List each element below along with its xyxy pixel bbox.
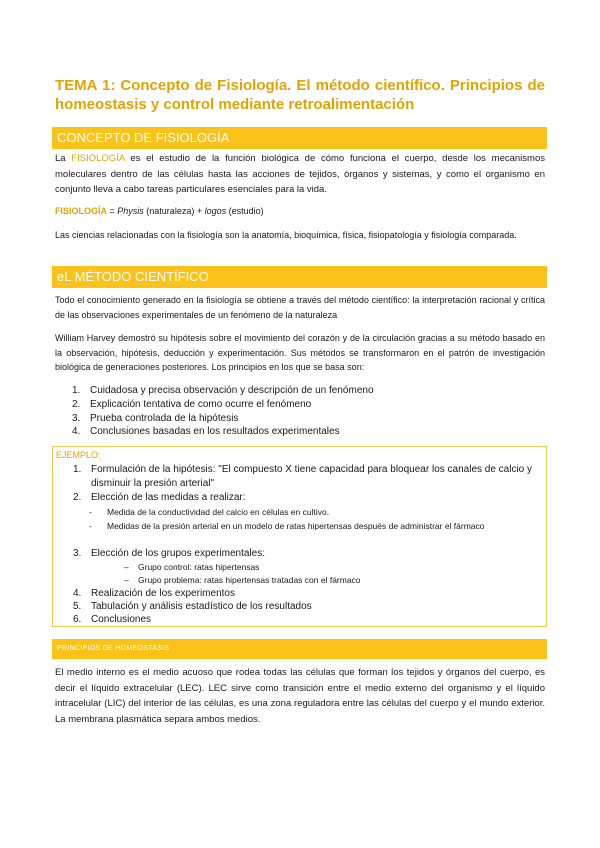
homeostasis-paragraph: El medio interno es el medio acuoso que rodea todas las células que forman los tejidos y órganos del cuerpo, es decir el líquido extracelular (LEC). LEC sirve como transición entre el medio externo del organismo y el líquido intracelular (LIC) del interior de las células, es una zona reguladora entre las células del cuerpo y el mundo exterior. La membrana plasmática separa ambos medios. [55,667,545,725]
fisiologia-term: FISIOLOGÍA [71,153,125,164]
list-item: 1. Cuidadosa y precisa observación y descripción de un fenómeno [72,385,374,396]
list-item: 4. Conclusiones basadas en los resultados experimentales [72,426,340,438]
etymology-physis: Physis [117,206,144,216]
list-item: 2. Explicación tentativa de como ocurre el fenómeno [72,398,312,410]
etymology-logos: logos [204,206,227,216]
etymology-term: FISIOLOGÍA [55,206,108,216]
section-heading-homeostasis: PRINCIPIOS DE HOMEOSTASIS [52,639,547,659]
etymology-eq: = [107,206,118,216]
example-box [52,446,547,627]
example-step-2-sub-1: - Medida de la conductividad del calcio en células en cultivo. [89,507,330,517]
concepto-pre: La [55,153,72,164]
example-step-3-sub-2: – Grupo problema: ratas hipertensas tratadas con el fármaco [124,575,361,585]
example-label: EJEMPLO: [56,450,101,460]
example-step-3-sub-1: – Grupo control: ratas hipertensas [124,562,260,572]
principles-list [72,384,542,439]
example-step-2-sub-2: - Medidas de la presión arterial en un modelo de ratas hipertensas después de administrar el fármaco [89,521,485,531]
concepto-definition: es el estudio de la función biológica de cómo funciona el cuerpo, desde los mecanismos moleculares dentro de las células hasta las acciones de tejidos, órganos y sistemas, y como el organismo en conjunto lleva a cabo tareas particulares esenciales para la vida. [55,153,545,195]
etymology-mid: (naturaleza) + [143,206,205,216]
etymology-line [55,204,545,219]
section-heading-concepto: CONCEPTO DE FISIOLOGÍA [52,127,547,149]
page-title: TEMA 1: Concepto de Fisiología. El método científico. Principios de homeostasis y control mediante retroalimentación [55,77,545,113]
related-sciences-paragraph: Las ciencias relacionadas con la fisiología son la anatomía, bioquímica, física, fisiopatología y fisiología comparada. [55,230,517,240]
example-step-3: 3. Elección de los grupos experimentales: [73,548,265,559]
example-step-5: 5. Tabulación y análisis estadístico de los resultados [73,601,312,612]
example-step-6: 6. Conclusiones [73,614,152,625]
concepto-paragraph [55,151,545,198]
section-heading-metodo: eL MÉTODO CIENTÍFICO [52,266,547,288]
example-step-1: 1. Formulación de la hipótesis: "El compuesto X tiene capacidad para bloquear los canales de calcio y disminuir la presión arterial" [73,464,533,489]
example-step-4: 4. Realización de los experimentos [73,588,235,599]
metodo-paragraph-2: William Harvey demostró su hipótesis sobre el movimiento del corazón y de la circulación gracias a su método basado en la observación, hipótesis, deducción y experimentación. Sus métodos se transformaron en el patrón de investigación biológica de generaciones posteriores. Los principios en los que se basa son: [55,333,545,372]
list-item: 3. Prueba controlada de la hipótesis [72,412,239,424]
metodo-paragraph-1: Todo el conocimiento generado en la fisiología se obtiene a través del método científico: la interpretación racional y crítica de las observaciones experimentales de un fenómeno de la naturaleza [55,295,545,320]
example-step-2: 2. Elección de las medidas a realizar: [73,492,246,503]
etymology-end: (estudio) [226,206,264,216]
